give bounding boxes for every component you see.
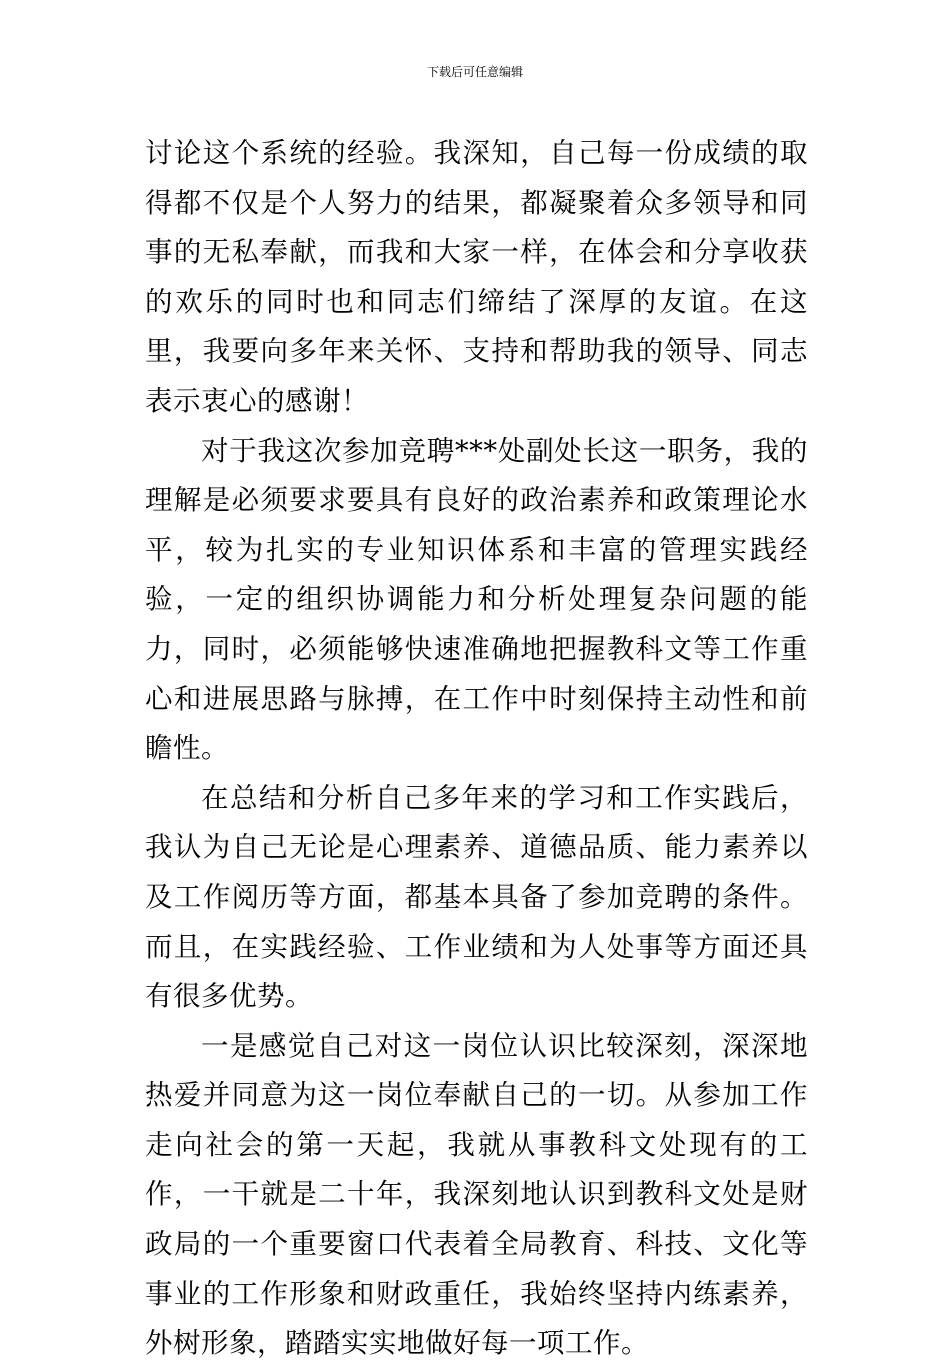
document-body xyxy=(145,129,808,1369)
paragraph-continuation: 讨论这个系统的经验。我深知，自己每一份成绩的取得都不仅是个人努力的结果，都凝聚着众多领导和同事的无私奉献，而我和大家一样，在体会和分享收获的欢乐的同时也和同志们缔结了深厚的友谊。在这里，我要向多年来关怀、支持和帮助我的领导、同志表示衷心的感谢！ xyxy=(145,137,808,417)
paragraph-self-assessment: 在总结和分析自己多年来的学习和工作实践后，我认为自己无论是心理素养、道德品质、能力素养以及工作阅历等方面，都基本具备了参加竞聘的条件。而且，在实践经验、工作业绩和为人处事等方面还具有很多优势。 xyxy=(145,781,808,1013)
paragraph-position-understanding: 对于我这次参加竞聘***处副处长这一职务，我的理解是必须要求要具有良好的政治素养和政策理论水平，较为扎实的专业知识体系和丰富的管理实践经验，一定的组织协调能力和分析处理复杂问题的能力，同时，必须能够快速准确地把握教科文等工作重心和进展思路与脉搏，在工作中时刻保持主动性和前瞻性。 xyxy=(145,434,808,765)
page-header: 下载后可任意编辑 xyxy=(426,65,523,79)
paragraph-advantage-one: 一是感觉自己对这一岗位认识比较深刻，深深地热爱并同意为这一岗位奉献自己的一切。从参加工作走向社会的第一天起，我就从事教科文处现有的工作，一干就是二十年，我深刻地认识到教科文处是财政局的一个重要窗口代表着全局教育、科技、文化等事业的工作形象和财政重任，我始终坚持内练素养，外树形象，踏踏实实地做好每一项工作。 xyxy=(145,1029,808,1360)
